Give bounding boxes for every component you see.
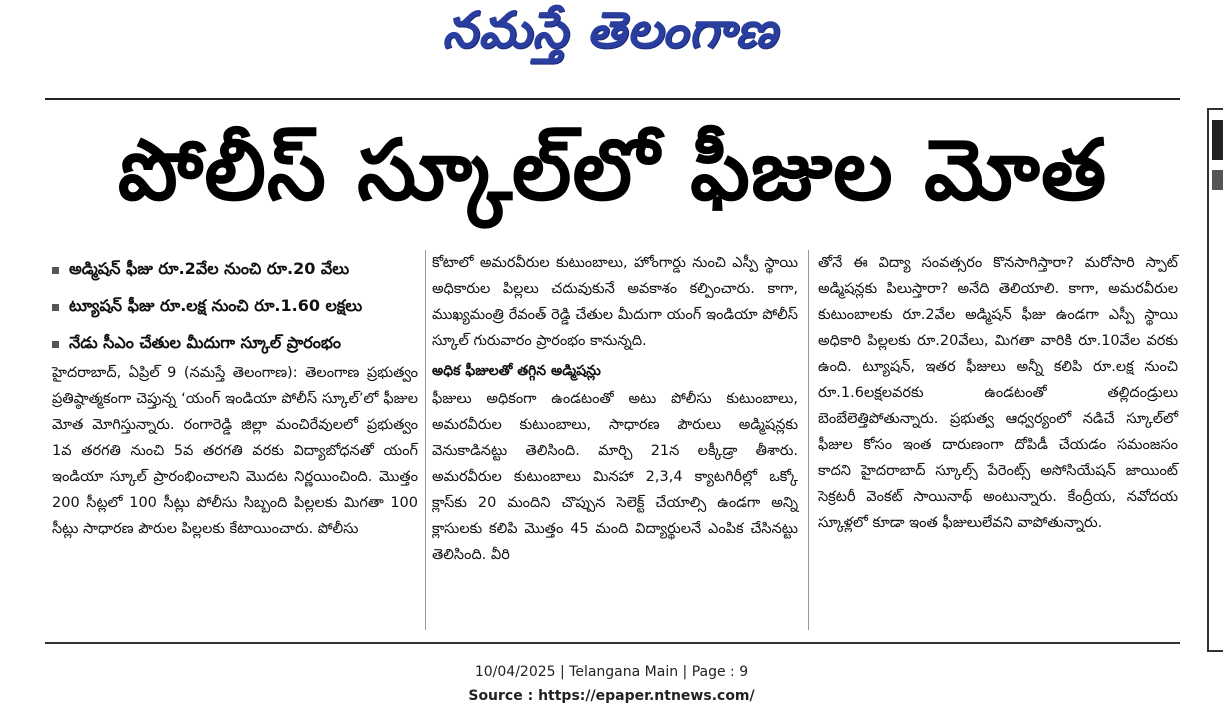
- article-column-3: [818, 250, 1178, 536]
- edition-info: 10/04/2025 | Telangana Main | Page : 9: [474, 664, 749, 680]
- highlight-bullets: [52, 252, 422, 363]
- newspaper-masthead: నమస్తే తెలంగాణ: [442, 0, 778, 59]
- bullet-text: అడ్మిషన్ ఫీజు రూ.2వేల నుంచి రూ.20 వేలు: [69, 259, 350, 278]
- article-column-1: [52, 360, 418, 542]
- bullet-square-icon: [52, 341, 59, 348]
- bullet-text: నేడు సీఎం చేతుల మీదుగా స్కూల్ ప్రారంభం: [69, 333, 342, 352]
- bullet-square-icon: [52, 304, 59, 311]
- article-headline: పోలీస్ స్కూల్‌లో ఫీజుల మోత: [117, 121, 1108, 219]
- article-column-2: [432, 250, 798, 568]
- paragraph: హైదరాబాద్, ఏప్రిల్ 9 (నమస్తే తెలంగాణ): తెలంగాణ ప్రభుత్వం ప్రతిష్ఠాత్మకంగా చెప్తున్న ‘యంగ్ ఇండియా పోలీస్ స్కూల్’లో ఫీజుల మోత మోగిస్తున్నారు. రంగారెడ్డి జిల్లా మంచిరేవులలో ప్రభుత్వం 1వ తరగతి నుంచి 5వ తరగతి వరకు విద్యాబోధనతో యంగ్ ఇండియా స్కూల్ ప్రారంభించాలని మొదట నిర్ణయించింది. మొత్తం 200 సీట్లలో 100 సీట్లు పోలీసు సిబ్బంది పిల్లలకు మిగతా 100 సీట్లు సాధారణ పౌరుల పిల్లలకు కేటాయించారు. పోలీసు: [52, 365, 418, 537]
- bullet-text: ట్యూషన్ ఫీజు రూ.లక్ష నుంచి రూ.1.60 లక్షలు: [69, 296, 363, 315]
- adjacent-article-edge: [1207, 108, 1223, 652]
- column-divider: [808, 250, 809, 630]
- bottom-divider: [45, 642, 1180, 644]
- paragraph: కోటాలో అమరవీరుల కుటుంబాలు, హోంగార్డు నుంచి ఎస్పీ స్థాయి అధికారుల పిల్లలు చదువుకునే అవకాశం కల్పించారు. కాగా, ముఖ్యమంత్రి రేవంత్ రెడ్డి చేతుల మీదుగా యంగ్ ఇండియా పోలీస్ స్కూల్ గురువారం ప్రారంభం కానున్నది.: [432, 255, 798, 349]
- section-subhead: అధిక ఫీజులతో తగ్గిన అడ్మిషన్లు: [432, 363, 601, 379]
- adjacent-article-block-small: [1212, 170, 1223, 190]
- column-divider: [425, 250, 426, 630]
- adjacent-article-block: [1212, 120, 1223, 160]
- source-link[interactable]: Source : https://epaper.ntnews.com/: [468, 688, 755, 704]
- bullet-item: [52, 289, 422, 326]
- top-divider: [45, 98, 1180, 100]
- bullet-item: [52, 252, 422, 289]
- bullet-item: [52, 326, 422, 363]
- bullet-square-icon: [52, 267, 59, 274]
- paragraph: తోనే ఈ విద్యా సంవత్సరం కొనసాగిస్తారా? మరోసారి స్పాట్ అడ్మిషన్లకు పిలుస్తారా? అనేది తెలియాలి. కాగా, అమరవీరుల కుటుంబాలకు రూ.2వేల అడ్మిషన్ ఫీజు ఉండగా ఎస్పీ స్థాయి అధికారి పిల్లలకు రూ.20వేలు, మిగతా వారికి రూ.10వేల వరకు ఉంది. ట్యూషన్, ఇతర ఫీజులు అన్నీ కలిపి రూ.లక్ష నుంచి రూ.1.6లక్షలవరకు ఉండటంతో తల్లిదండ్రులు బెంబేలెత్తిపోతున్నారు. ప్రభుత్వ ఆధ్వర్యంలో నడిచే స్కూల్‌లో ఫీజుల కోసం ఇంత దారుణంగా దోపిడీ చేయడం సమంజసం కాదని హైదరాబాద్ స్కూల్స్ పేరెంట్స్ అసోసియేషన్ జాయింట్ సెక్రటరీ వెంకట్ సాయినాథ్ అంటున్నారు. కేంద్రీయ, నవోదయ స్కూళ్లలో కూడా ఇంత ఫీజులులేవని వాపోతున్నారు.: [818, 255, 1178, 531]
- page-footer: [0, 660, 1223, 708]
- paragraph: ఫీజులు అధికంగా ఉండటంతో అటు పోలీసు కుటుంబాలు, అమరవీరుల కుటుంబాలు, సాధారణ పౌరులు అడ్మిషన్లకు వెనుకాడినట్టు తెలిసింది. మార్చి 21న లక్కీడ్రా తీశారు. అమరవీరుల కుటుంబాలు మినహా 2,3,4 క్యాటగిరీల్లో ఒక్కో క్లాస్‌కు 20 మందిని చొప్పున సెలెక్ట్ చేయాల్సి ఉండగా అన్ని క్లాసులకు కలిపి మొత్తం 45 మంది విద్యార్థులనే ఎంపిక చేసినట్టు తెలిసింది. వీరి: [432, 391, 798, 563]
